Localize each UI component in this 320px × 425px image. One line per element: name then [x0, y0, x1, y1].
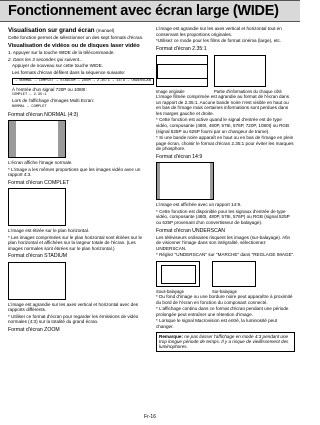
- section-title-suffix: (manuel): [96, 28, 115, 33]
- original-image-block: [156, 53, 208, 94]
- scan-illustrations: [156, 259, 295, 294]
- step-1: 1. Appuyer sur la touche WIDE de la télécommande.: [8, 50, 115, 56]
- header-bar: [0, 0, 300, 22]
- under-text-3: * Du fond d'image ou une bordure noire peut apparaître à proximité du bord de l'écran en fonction du composant connecté.: [156, 294, 293, 305]
- remark-text: ne pas laisser l'affichage en mode 4:3 pendant une trop longue période de temps. Il y a risque de vieillissement des luminophores.: [159, 333, 289, 350]
- p235-text-3: * Si une bande noire apparaît en haut ou en bas de l'image en plein page écran, choisir le format d'écran 2.35:1 pour éviter les marques de phosphore.: [156, 135, 294, 152]
- right-column: [156, 26, 295, 352]
- step-2b: Appuyer de nouveau sur cette touche WIDE.: [12, 63, 103, 69]
- overscan-caption: Sur-balayage: [212, 289, 237, 295]
- signal-note: À l'entrée d'un signal 720P ou 1080I:: [12, 86, 87, 92]
- zoom-text-1: L'image est agrandie sur les axes vertical et horizontal tout en conservant les proportions originales.: [156, 26, 282, 37]
- format-sequence: → NORMAL → COMPLET → STADIUM → ZOOM → 2.35:1 → 14:9 → UNDERSCAN: [12, 78, 154, 85]
- intro-text: Cette fonction permet de sélectionner un des sept formats d'écran.: [8, 35, 144, 40]
- normal-text-1: L'écran affiche l'image normale.: [8, 159, 73, 165]
- hd-sequence: COMPLET ↔ 2.35:1: [12, 93, 47, 98]
- normal-screen-illustration: [8, 120, 66, 158]
- step-2c: Les formats d'écran défilent dans la séquence suivante:: [12, 69, 126, 75]
- cropped-image-illustration: [214, 55, 266, 87]
- zoom-text-2: *Utilisez ce mode pour les films de format cinéma (large), etc.: [156, 38, 282, 44]
- format-underscan-title: Format d'écran UNDERSCAN: [156, 227, 226, 234]
- under-text-4: * L'affichage continu dans ce format d'écran pendant une période prolongée peut entraîner une rétention d'image.: [156, 306, 289, 317]
- under-text-2: * Réglez "UNDERSCAN" sur "MARCHE" dans "REGLAGE IMAGE".: [156, 252, 295, 258]
- illustration-235: [156, 53, 295, 94]
- complet-screen-illustration: [8, 188, 66, 226]
- format-complet-title: Format d'écran COMPLET: [8, 179, 70, 186]
- screen-149-illustration: [156, 162, 214, 200]
- stadium-text-1: L'image est agrandie sur les axes vertical et horizontal avec des rapports différents.: [8, 301, 139, 313]
- underscan-caption: Sous-balayage: [156, 289, 184, 295]
- page-number: Fr-16: [144, 414, 156, 420]
- stadium-text-2: * Utiliser ce format d'écran pour regarder les émissions de vidéo normales (4:3) sur la totalité du grand écran.: [8, 313, 139, 325]
- format-zoom-title: Format d'écran ZOOM: [8, 326, 60, 333]
- format-235-title: Format d'écran 2.35:1: [156, 45, 207, 52]
- complet-text-2: * Les images comprimées sur le plan horizontal sont étirées sur le plan horizontal et affichées sur la largeur totale de l'écran. (Les images normales sont étirées sur le plan horizontal.): [8, 234, 143, 251]
- under-text-5: * Lorsque le signal Macrovision est entré, la luminosité peut changer.: [156, 318, 278, 330]
- section-title-wide: [8, 27, 147, 34]
- p149-text-1: L'image est affichée avec un rapport 14:9.: [156, 202, 242, 208]
- left-column: [8, 26, 151, 334]
- p235-text-2: * Cette fonction est active quand le signal d'entrée est de type vidéo, composante (480I, 480P, 576I, 576P, 720P, 1080I) ou RGB (signal 525P ou 625P fourni par un changeur de trame).: [156, 117, 290, 134]
- underscan-block: [156, 259, 200, 294]
- under-text-1: Les téléviseurs ordinaires risquent les images (sur-balayage). Afin de visionner l'image dans son intégralité, sélectionnez UNDERSCAN.: [156, 234, 291, 251]
- side-bar-left: [9, 121, 16, 157]
- step-2: 2. Dans les 3 secondes qui suivent...: [8, 56, 83, 62]
- side-bar-right: [58, 121, 65, 157]
- format-normal-title: Format d'écran NORMAL (4:3): [8, 111, 79, 118]
- p235-text-1: L'image filmée comprimée est agrandie au format de l'écran dans un rapport de 2.35:1. Aucune bande noire n'est visible en haut ou en bas de l'image mais certaines informations sont perdues dans les marges gauche et droite.: [156, 93, 289, 116]
- remark-label: Remarque:: [159, 333, 183, 339]
- side-bar-right: [210, 163, 213, 199]
- overscan-block: [212, 259, 256, 294]
- letterbox-band: [157, 64, 208, 79]
- format-stadium-title: Format d'écran STADIUM: [8, 253, 68, 260]
- underscan-inner: [161, 265, 196, 284]
- info-block: [214, 53, 282, 94]
- dvd-section-title: Visualisation de vidéos ou de disques laser vidéo: [8, 42, 140, 49]
- underscan-illustration: [156, 261, 200, 287]
- page-title: Fonctionnement avec écran large (WIDE): [8, 3, 279, 19]
- stadium-screen-illustration: [8, 262, 66, 300]
- multi-sequence: NORMAL ↔ COMPLET: [12, 104, 47, 109]
- section-title-text: Visualisation sur grand écran: [8, 27, 95, 34]
- info-caption: Partie d'informations du chaque côté: [214, 88, 282, 94]
- format-149-title: Format d'écran 14:9: [156, 153, 203, 160]
- normal-text-2: * L'image a les mêmes proportions que les images vidéo avec un rapport 4:3.: [8, 166, 141, 178]
- overscan-illustration: [212, 261, 256, 287]
- original-image-illustration: [156, 55, 208, 87]
- original-image-caption: Image originale: [156, 88, 185, 94]
- remark-box: [156, 332, 295, 352]
- multi-note: Lors de l'affichage d'images Multi Ecran:: [12, 98, 95, 104]
- side-bar-left: [157, 163, 160, 199]
- p149-text-2: * Cette fonction est disponible pour les signaux d'entrée de type vidéo, composante (480I, 480P, 576I, 576P) ou RGB (signal 525P ou 625P provenant d'un convertisseur de balayage).: [156, 208, 290, 225]
- complet-text-1: L'image est étirée sur le plan horizontal.: [8, 227, 90, 233]
